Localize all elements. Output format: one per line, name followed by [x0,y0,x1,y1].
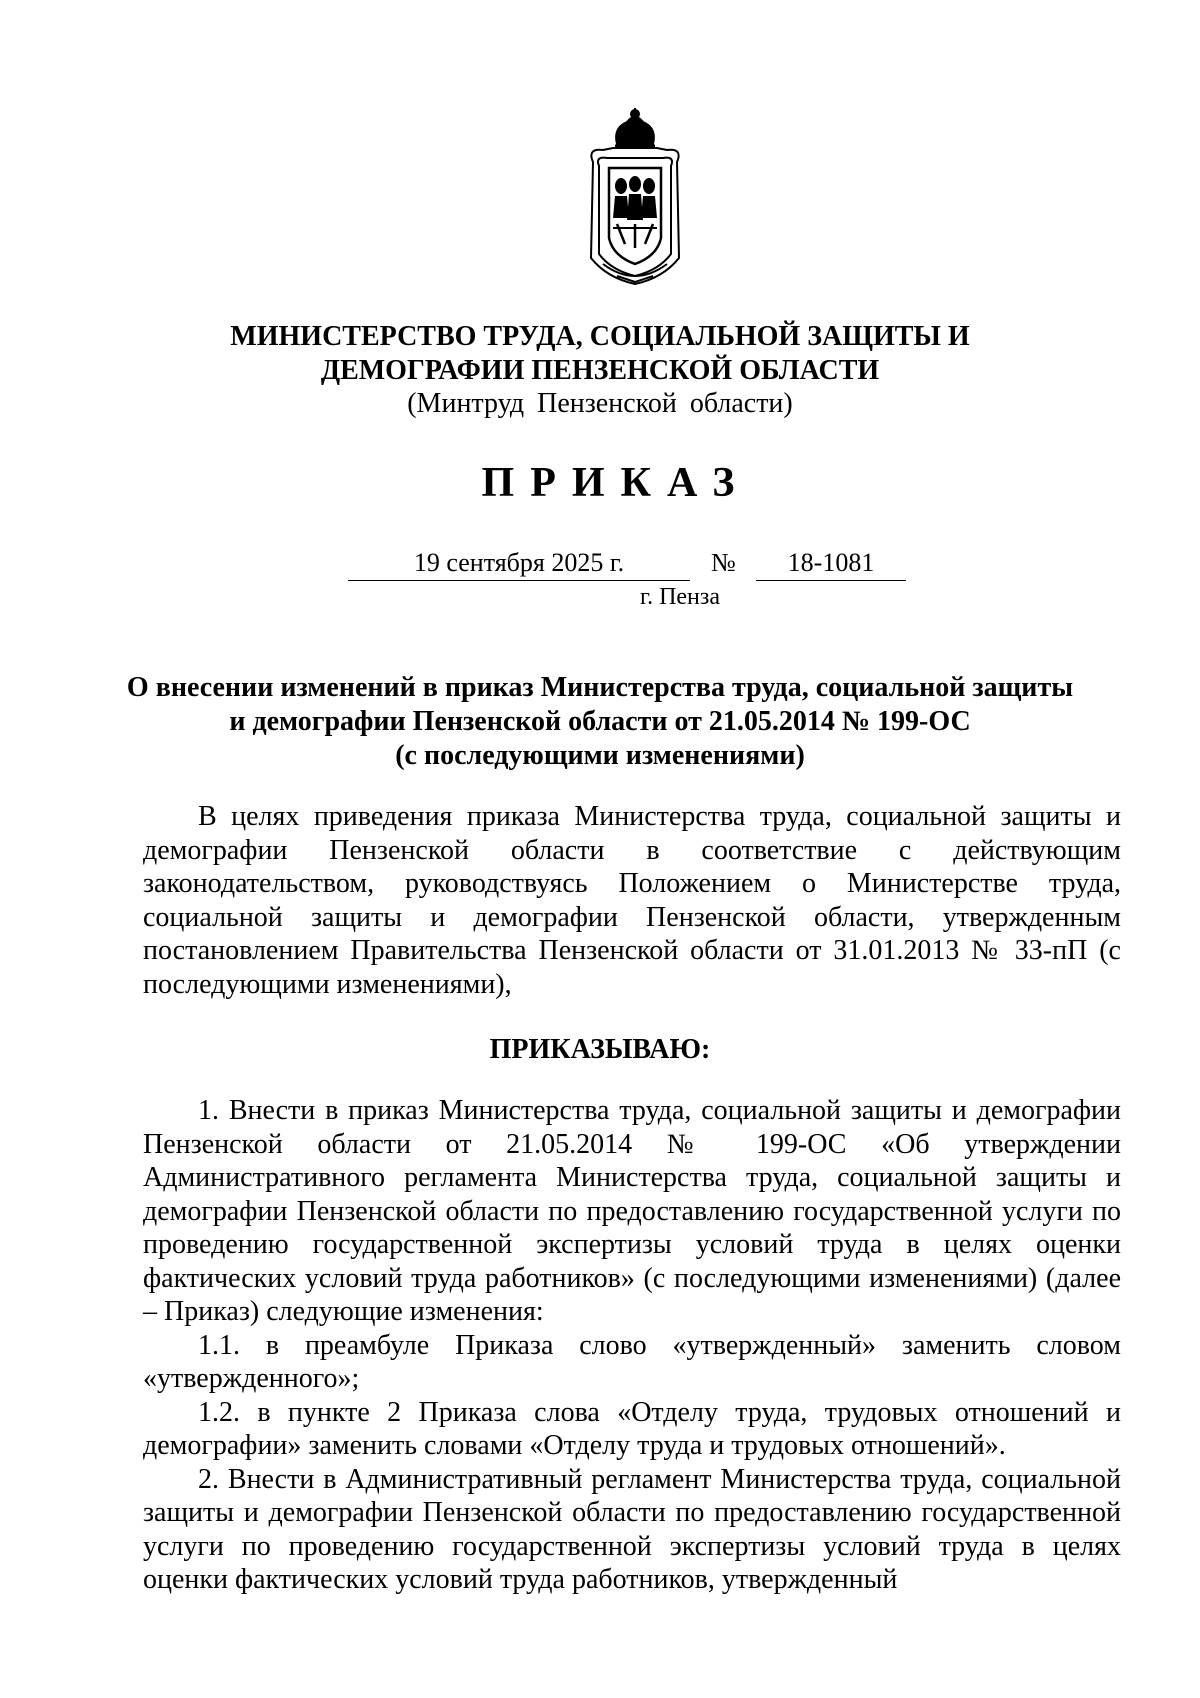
order-item-1-2: 1.2. в пункте 2 Приказа слова «Отделу труда, трудовых отношений и демографии» заменить словами «Отделу труда и трудовых отношений». [143,1396,1121,1461]
coat-of-arms-icon [583,108,687,288]
document-date: 19 сентября 2025 г. [348,548,690,581]
number-sign: № [711,548,736,577]
subject-line3: (с последующими изменениями) [395,740,805,771]
order-item-1: 1. Внести в приказ Министерства труда, социальной защиты и демографии Пензенской области от 21.05.2014 № 199-ОС «Об утверждении Административного регламента Министерства труда, социальной защиты и демографии Пензенской области по предоставлению государственной услуги по проведению государственной экспертизы условий труда в целях оценки фактических условий труда работников» (с последующими изменениями) (далее – Приказ) следующие изменения: [143,1095,1121,1327]
organization-name [0,320,1200,388]
preamble-block [143,800,1121,1001]
document-city: г. Пенза [639,584,721,610]
document-number: 18-1081 [756,548,906,581]
order-item-2: 2. Внести в Административный регламент Министерства труда, социальной защиты и демографии Пензенской области по предоставлению государственной услуги по проведению государственной экспертизы условий труда в целях оценки фактических условий труда работников, утвержденный [143,1463,1121,1595]
preamble-paragraph: В целях приведения приказа Министерства труда, социальной защиты и демографии Пензенской области в соответствие с действующим законодательством, руководствуясь Положением о Министерстве труда, социальной защиты и демографии Пензенской области, утвержденным постановлением Правительства Пензенской области от 31.01.2013 № 33-пП (с последующими изменениями), [143,801,1121,1000]
order-word: ПРИКАЗЫВАЮ: [489,1034,711,1065]
organization-name-line1: МИНИСТЕРСТВО ТРУДА, СОЦИАЛЬНОЙ ЗАЩИТЫ И [230,321,970,352]
organization-short-name: (Минтруд Пензенской области) [407,388,793,419]
order-items [143,1094,1121,1597]
subject-line1: О внесении изменений в приказ Министерства труда, социальной защиты [126,672,1074,703]
subject-line2: и демографии Пензенской области от 21.05.2014 № 199-ОС [229,706,971,737]
document-type-title: ПРИКАЗ [481,460,751,506]
organization-name-line2: ДЕМОГРАФИИ ПЕНЗЕНСКОЙ ОБЛАСТИ [320,355,880,386]
document-subject [0,671,1200,773]
order-item-1-1: 1.1. в преамбуле Приказа слово «утвержденный» заменить словом «утвержденного»; [143,1329,1121,1394]
